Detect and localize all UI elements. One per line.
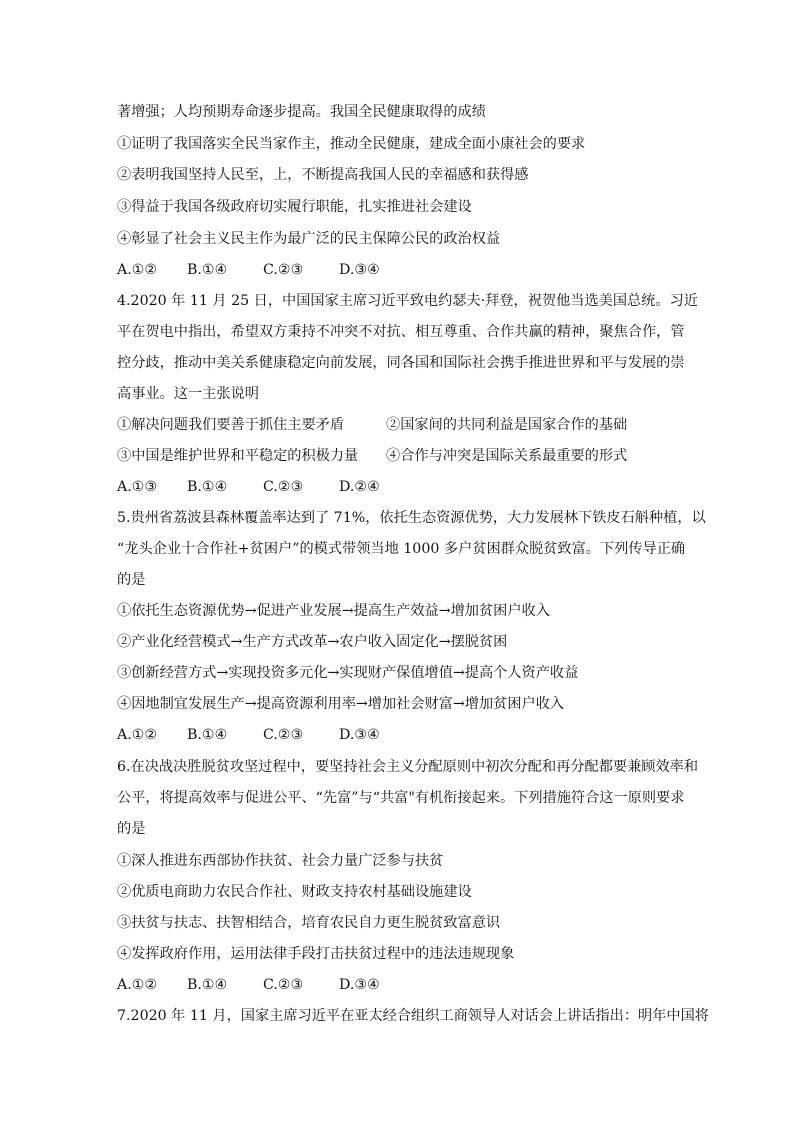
q5-option-d: D.③④ [339,727,380,743]
q3-option-b: B.①④ [187,262,228,278]
q6-option-c: C.②③ [263,977,304,993]
q4-options [117,477,677,497]
q3-item-2: ②表明我国坚持人民至，上，不断提高我国人民的幸福感和获得感 [117,167,529,183]
q6-stem-line-3: 的是 [117,821,146,837]
q5-options [117,725,677,745]
q4-items-row-1 [117,415,677,435]
q5-item-3: ③创新经营方式→实现投资多元化→实现财产保值增值→提高个人资产收益 [117,665,579,681]
q4-item-1: ①解决问题我们要善于抓住主要矛盾 [117,417,345,433]
q3-text-line: 著增强；人均预期寿命逐步提高。我国全民健康取得的成绩 [117,104,486,120]
q6-item-2: ②优质电商助力农民合作社、财政支持农村基础设施建设 [117,884,472,900]
q5-item-2: ②产业化经营模式→生产方式改革→农户收入固定化→摆脱贫困 [117,634,508,650]
q4-items-row-2 [117,446,677,466]
q4-stem-line-4: 高事业。这一主张说明 [117,386,259,402]
q3-option-d: D.③④ [339,262,380,278]
q6-option-d: D.③④ [339,977,380,993]
q6-option-a: A.①② [117,977,158,993]
q6-stem-line-2: 公平，将提高效率与促进公平、“先富”与“共富"有机衔接起来。下列措施符合这一原则要求 [117,790,685,806]
q6-item-3: ③扶贫与扶志、扶智相结合，培育农民自力更生脱贫致富意识 [117,915,501,931]
q3-option-a: A.①② [117,262,158,278]
q3-option-c: C.②③ [263,262,304,278]
q4-stem-line-2: 平在贺电中指出，希望双方秉持不冲突不对抗、相互尊重、合作共赢的精神，聚焦合作，管 [117,324,685,340]
q6-item-4: ④发挥政府作用，运用法律手段打击扶贫过程中的违法违规现象 [117,946,515,962]
q4-item-3: ③中国是维护世界和平稳定的积极力量 [117,448,359,464]
q3-options [117,260,677,280]
q4-option-d: D.②④ [339,479,380,495]
q5-item-1: ①依托生态资源优势→促进产业发展→提高生产效益→增加贫困户收入 [117,603,550,619]
q6-stem-line-1: 6.在决战决胜脱贫攻坚过程中，要坚持社会主义分配原则中初次分配和再分配都要兼顾效率和 [117,759,699,775]
q5-option-c: C.②③ [263,727,304,743]
q4-option-b: B.①④ [187,479,228,495]
q4-option-a: A.①③ [117,479,158,495]
q3-item-3: ③得益于我国各级政府切实履行职能，扎实推进社会建设 [117,199,472,215]
q6-options [117,975,677,995]
q7-stem-line-1: 7.2020 年 11 月，国家主席习近平在亚太经合组织工商领导人对话会上讲话指出：明年中国将 [117,1008,709,1024]
q6-item-1: ①深人推进东西部协作扶贫、社会力量广泛参与扶贫 [117,853,444,869]
q4-stem-line-3: 控分歧，推动中美关系健康稳定向前发展，同各国和国际社会携手推进世界和平与发展的崇 [117,355,685,371]
q6-option-b: B.①④ [187,977,228,993]
q5-stem-line-1: 5.贵州省荔波县森林覆盖率达到了 71%，依托生态资源优势，大力发展林下铁皮石斛种植，以 [117,510,706,526]
q3-item-4: ④彰显了社会主义民主作为最广泛的民主保障公民的政治权益 [117,231,501,247]
q5-option-a: A.①② [117,727,158,743]
q5-stem-line-3: 的是 [117,572,146,588]
q4-item-2: ②国家间的共同利益是国家合作的基础 [386,417,628,433]
q5-item-4: ④因地制宜发展生产→提高资源利用率→增加社会财富→增加贫困户收入 [117,696,565,712]
q4-option-c: C.②③ [263,479,304,495]
q5-stem-line-2: “龙头企业十合作社+贫困户”的模式带领当地 1000 多户贫困群众脱贫致富。下列传导正确 [117,541,686,557]
q3-item-1: ①证明了我国落实全民当家作主，推动全民健康，建成全面小康社会的要求 [117,136,586,152]
q5-option-b: B.①④ [187,727,228,743]
q4-stem-line-1: 4.2020 年 11 月 25 日，中国国家主席习近平致电约瑟夫·拜登，祝贺他当选美国总统。习近 [117,293,698,309]
q4-item-4: ④合作与冲突是国际关系最重要的形式 [386,448,628,464]
